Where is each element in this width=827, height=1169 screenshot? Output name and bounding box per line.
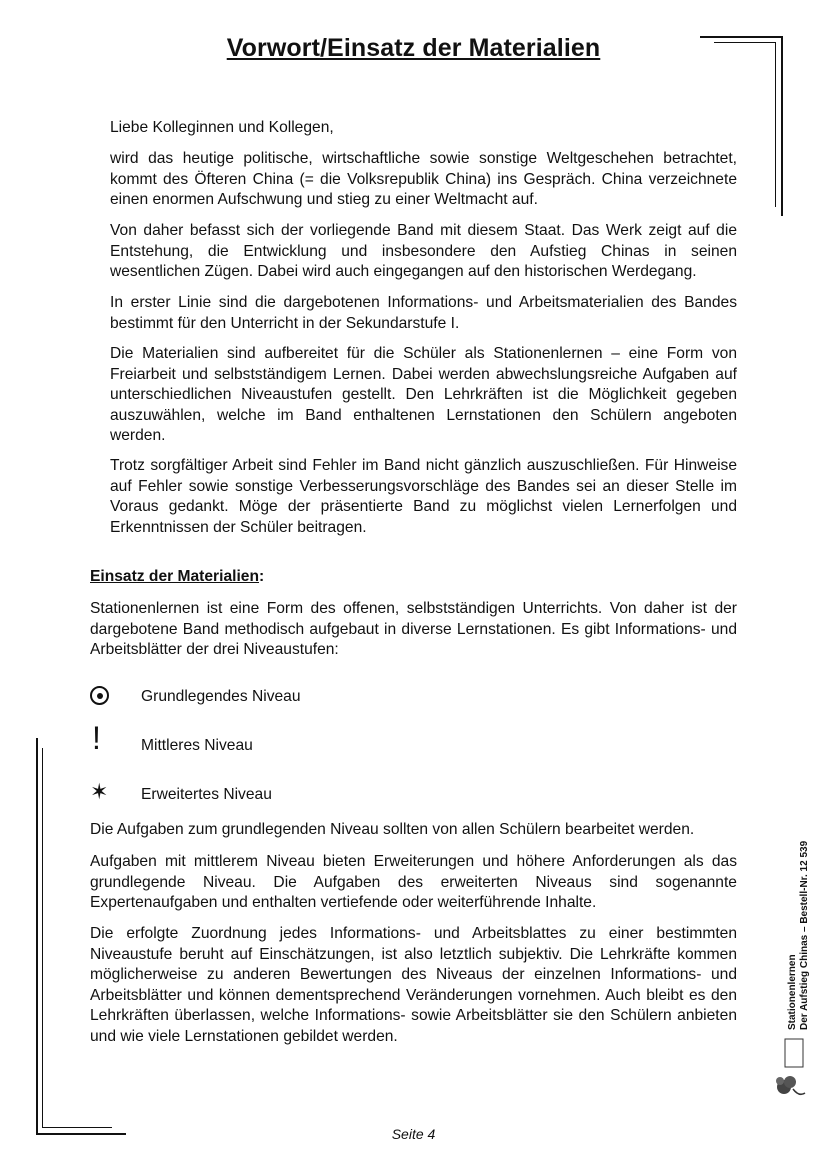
frame-top-right-vertical xyxy=(781,36,783,216)
level-mittel xyxy=(90,720,490,756)
section-paragraph-4: Die erfolgte Zuordnung jedes Informations- und Arbeitsblattes zu einer bestimmten Niveaustufe beruht auf Einschätzungen, ist also letztlich subjektiv. Die Lehrkräfte kommen möglicherweise zu anderen Bewertungen des Niveaus der einzelnen Informations- und Arbeitsblätter und können dementsprechend Veränderungen vornehmen. Auch bleibt es den Lehrkräften überlassen, welche Informations- sowie Arbeitsblätter sie den Schülern anbieten und wie viele Lernstationen gebildet werden. xyxy=(90,925,737,1045)
section-heading-text: Einsatz der Materialien xyxy=(90,568,259,585)
page-title: Vorwort/Einsatz der Materialien xyxy=(226,34,601,62)
frame-bottom-left-vertical xyxy=(36,738,38,1134)
publisher-logo xyxy=(775,1037,807,1099)
frame-bottom-left-vertical-2 xyxy=(42,748,43,1128)
intro-paragraph-3: In erster Linie sind die dargebotenen Informations- und Arbeitsmaterialien des Bandes bestimmt für den Unterricht in der Sekundarstufe I. xyxy=(110,294,737,332)
exclamation-icon: ! xyxy=(92,720,101,756)
sidebar-series: Stationenlernen xyxy=(787,954,798,1030)
intro-paragraph-5: Trotz sorgfältiger Arbeit sind Fehler im Band nicht gänzlich auszuschließen. Für Hinweise auf Fehler sowie sonstige Verbesserungsvorschläge des Bandes sei an dieser Stelle im Voraus gedankt. Möge der präsentierte Band zu möglichst vielen Lernerfolgen und Erkenntnissen der Schüler beitragen. xyxy=(110,457,737,536)
circle-dot-icon xyxy=(90,686,116,705)
level-label: Erweitertes Niveau xyxy=(141,786,272,803)
sidebar-title-order: Der Aufstieg Chinas – Bestell-Nr. 12 539 xyxy=(799,840,810,1030)
intro-paragraph-1: wird das heutige politische, wirtschaftliche sowie sonstige Weltgeschehen betrachtet, kommt des Öfteren China (= die Volksrepublik China) ins Gespräch. China verzeichnete einen enormen Aufschwung und stieg zu einer Weltmacht auf. xyxy=(110,150,737,208)
six-point-star-icon: ✶ xyxy=(90,779,109,804)
frame-top-right-vertical-2 xyxy=(775,42,776,207)
level-label: Mittleres Niveau xyxy=(141,737,253,754)
section-paragraph-3: Aufgaben mit mittlerem Niveau bieten Erweiterungen und höhere Anforderungen als das grundlegende Niveau. Die Aufgaben des erweiterten Niveaus sind sogenannte Expertenaufgaben und enthalten vertiefende oder weiterführende Inhalte. xyxy=(90,853,737,911)
level-label: Grundlegendes Niveau xyxy=(141,688,301,705)
intro-paragraph-4: Die Materialien sind aufbereitet für die Schüler als Stationenlernen – eine Form von Freiarbeit und selbstständigem Lernen. Dabei werden abwechslungsreiche Aufgaben auf unterschiedlichen Niveaustufen gestellt. Den Lehrkräften ist die Möglichkeit gegeben auszuwählen, welche im Band enthaltenen Lernstationen den Schülern angeboten werden. xyxy=(110,345,737,444)
level-erweitert xyxy=(90,781,490,811)
greeting: Liebe Kolleginnen und Kollegen, xyxy=(110,119,334,136)
intro-paragraph-2: Von daher befasst sich der vorliegende Band mit diesem Staat. Das Werk zeigt auf die Entstehung, die Entwicklung und insbesondere den Aufstieg Chinas in seinen wesentlichen Zügen. Dabei wird auch eingegangen auf den historischen Werdegang. xyxy=(110,222,737,280)
page-number: Seite 4 xyxy=(391,1126,436,1142)
section-heading xyxy=(90,568,264,586)
section-heading-colon: : xyxy=(259,568,265,585)
section-paragraph-2: Die Aufgaben zum grundlegenden Niveau sollten von allen Schülern bearbeitet werden. xyxy=(90,821,695,838)
level-grundlegend xyxy=(90,686,490,716)
section-paragraph-1: Stationenlernen ist eine Form des offenen, selbstständigen Unterrichts. Von daher ist der dargebotene Band methodisch aufgebaut in diverse Lernstationen. Es gibt Informations- und Arbeitsblätter der drei Niveaustufen: xyxy=(90,600,737,658)
